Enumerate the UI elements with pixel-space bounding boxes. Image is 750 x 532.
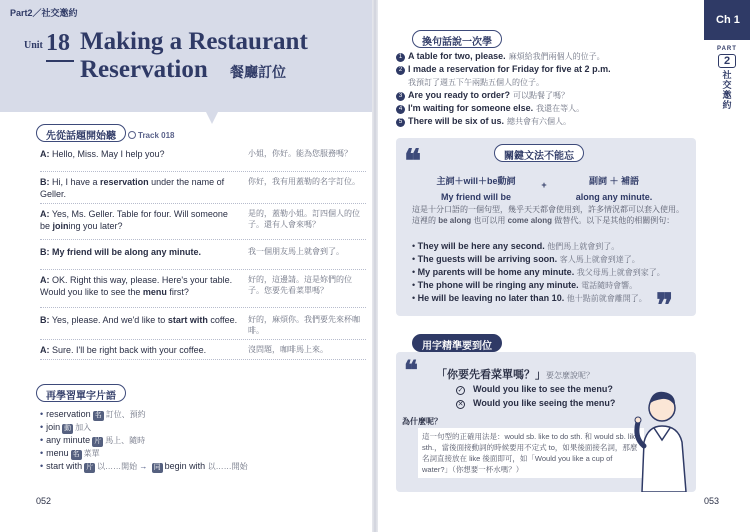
chapter-tab[interactable]: Ch 1: [704, 0, 750, 40]
part-number: 2: [718, 54, 736, 68]
choice-text: Would you like to see the menu?: [473, 384, 613, 394]
alternative-item: [396, 115, 696, 128]
part-side-label: [714, 46, 740, 110]
example-zh: 電話隨時會響。: [581, 281, 638, 290]
unit-underline: [46, 60, 74, 62]
why-explanation: 這一句型的正確用法是：would sb. like to do sth. 和 would sb. like sth.，當後面接動詞的時候要用不定式 to，如果後面接名詞，那麼名詞直接放在 like 後面即可，如「Would you like a cup of water?」（你想要一杯水嗎？）: [418, 428, 644, 478]
item-number: 3: [396, 92, 405, 101]
unit-number: 18: [46, 30, 70, 56]
dialogue-en: Hello, Miss. May I help you?: [52, 149, 165, 159]
example-zh: 客人馬上就會到達了。: [559, 255, 640, 264]
vocab-item: • start with 片 以……開始 → 同 begin with 以……開始: [40, 461, 248, 471]
dialogue-en-post: coffee.: [207, 315, 238, 325]
dialogue-keyword: My friend will be along any minute.: [52, 247, 202, 257]
pos-tag: 名: [72, 451, 80, 458]
alt-en: I made a reservation for Friday for five at 2 p.m.: [408, 64, 611, 74]
dialogue-zh: 是的，蓋勒小姐。訂四個人的位子。還有人會來嗎？: [248, 209, 360, 229]
speaker: A:: [40, 209, 50, 219]
headphones-icon: [128, 131, 136, 139]
grammar-section-pill: 關鍵文法不能忘: [494, 144, 584, 162]
dialogue-en-post: first?: [166, 287, 189, 297]
part-word: PART: [717, 46, 737, 52]
dialogue-zh: 沒問題，咖啡馬上來。: [248, 345, 328, 354]
track-text: Track 018: [138, 131, 175, 140]
vocab-item: • join 動 加入: [40, 422, 92, 432]
grammar-box: [396, 138, 696, 323]
vocab-zh: 菜單: [83, 449, 100, 458]
track-label[interactable]: [128, 131, 174, 140]
speaker: A:: [40, 149, 50, 159]
vocab-zh: 加入: [75, 423, 92, 432]
dialogue-en-post: under the name of Geller.: [40, 177, 225, 199]
speaker: B:: [40, 315, 50, 325]
dialogue-zh: 我一個朋友馬上就會到了。: [248, 247, 344, 256]
vocab-zh: 以……開始: [97, 462, 138, 471]
dialogue-zh: 小姐，你好。能為您服務嗎？: [248, 149, 352, 158]
dialogue-zh: 好的，麻煩你。我們要先來杯咖啡。: [248, 315, 360, 335]
alt-zh: 我預訂了週五下午兩點五個人的位子。: [408, 78, 544, 87]
dialogue-en: Sure. I'll be right back with your coffee.: [52, 345, 207, 355]
example-zh: 他十點前就會離開了。: [566, 294, 647, 303]
thinking-person-illustration: [628, 382, 692, 492]
question-sub: 要怎麼說呢？: [546, 371, 594, 380]
vocab-item: • any minute 片 馬上、隨時: [40, 435, 146, 445]
speaker: A:: [40, 275, 50, 285]
alternative-item: [396, 102, 696, 115]
synonym-word: begin with: [164, 461, 206, 471]
dialogue-en-post: ing you later?: [68, 221, 123, 231]
vocab-word: join: [46, 422, 61, 432]
desc-keyword: come along: [507, 216, 553, 225]
listen-section-pill: 先從話題開始聽: [36, 124, 126, 142]
vocab-zh: 訂位、預約: [105, 410, 146, 419]
formula-left-pattern: 主詞＋will＋be動詞: [436, 176, 516, 186]
dialogue-zh: 好的，這邊請。這是妳們的位子。您要先看菜單嗎？: [248, 275, 352, 295]
alternatives-list: [396, 50, 696, 128]
question-text: 「你要先看菜單嗎？」: [436, 369, 546, 381]
synonym-zh: 以……開始: [207, 462, 248, 471]
pos-tag: 名: [94, 412, 102, 419]
desc-text: 也可以用: [471, 216, 508, 225]
part-label: Part2／社交邀約: [10, 8, 78, 18]
grammar-example: • The phone will be ringing any minute. 電話隨時會響。: [412, 280, 638, 290]
dialogue-line: [40, 208, 366, 240]
example-en: They will be here any second.: [417, 241, 545, 251]
speaker: B:: [40, 177, 50, 187]
item-number: 5: [396, 118, 405, 127]
choice-correct: [456, 384, 613, 395]
alternative-item: [396, 50, 696, 63]
example-en: The guests will be arriving soon.: [417, 254, 558, 264]
alt-en: A table for two, please.: [408, 51, 506, 61]
vocab-word: reservation: [46, 409, 91, 419]
alt-en: There will be six of us.: [408, 116, 505, 126]
vocab-word: menu: [46, 448, 69, 458]
vocab-zh: 馬上、隨時: [105, 436, 146, 445]
vocab-word: start with: [46, 461, 83, 471]
grammar-example: • They will be here any second. 他們馬上就會到了。: [412, 241, 620, 251]
dialogue-en-pre: OK. Right this way, please. Here's your table. Would you like to see the: [40, 275, 233, 297]
desc-text: 做替代。以下是其他的相關例句：: [552, 216, 675, 225]
check-icon: ✓: [457, 387, 464, 394]
grammar-example: • My parents will be home any minute. 我父母馬上就會到家了。: [412, 267, 665, 277]
dialogue-en-pre: Yes, Ms. Geller. Table for four. Will someone be: [40, 209, 228, 231]
choice-wrong: [456, 398, 615, 409]
example-zh: 我父母馬上就會到家了。: [576, 268, 665, 277]
item-number: 2: [396, 66, 405, 75]
choice-text: Would you like seeing the menu?: [473, 398, 616, 408]
item-number: 1: [396, 53, 405, 62]
formula-left: [416, 174, 536, 202]
example-en: The phone will be ringing any minute.: [417, 280, 579, 290]
unit-word: Unit: [24, 40, 43, 51]
unit-title-line2: Reservation: [80, 56, 208, 83]
alternatives-section-pill: 換句話說一次學: [412, 30, 502, 48]
formula-right: [552, 174, 676, 202]
speaker: B:: [40, 247, 50, 257]
dialogue-en-pre: Yes, please. And we'd like to: [51, 315, 168, 325]
vocab-list: [40, 408, 360, 473]
alt-en: Are you ready to order?: [408, 90, 511, 100]
unit-title-line1: Making a Restaurant: [80, 28, 308, 55]
dialogue-keyword: start with: [167, 315, 208, 325]
dialogue-line: [40, 246, 366, 270]
dialogue-en-pre: Hi, I have a: [52, 177, 101, 187]
vocab-item: • menu 名 菜單: [40, 448, 100, 458]
banner-pointer: [200, 100, 224, 124]
example-en: My parents will be home any minute.: [417, 267, 575, 277]
page-number-right: 053: [704, 496, 720, 506]
arrow-icon: →: [137, 462, 150, 471]
vocab-section-pill: 再學習單字片語: [36, 384, 126, 402]
cross-icon: ✕: [457, 401, 464, 408]
dialogue-keyword: reservation: [100, 177, 149, 187]
alt-zh: 總共會有六個人。: [507, 117, 572, 126]
synonym-tag: 同: [153, 464, 161, 471]
dialogue-keyword: menu: [142, 287, 167, 297]
pos-tag: 片: [86, 464, 94, 471]
formula-right-example: along any minute.: [575, 192, 653, 202]
left-page: [0, 0, 372, 532]
alternative-item: [396, 63, 696, 89]
desc-keyword: be along: [438, 216, 472, 225]
usage-section-pill: 用字精準要到位: [412, 334, 502, 352]
item-number: 4: [396, 105, 405, 114]
usage-question: [436, 366, 594, 382]
grammar-description: [412, 204, 684, 226]
alt-en: I'm waiting for someone else.: [408, 103, 534, 113]
alt-zh: 可以點餐了嗎？: [513, 91, 570, 100]
example-zh: 他們馬上就會到了。: [547, 242, 620, 251]
open-quote-icon: ❝: [404, 356, 418, 385]
dialogue-line: [40, 274, 366, 308]
formula-plus: +: [541, 180, 547, 190]
open-quote-icon: ❝: [404, 143, 422, 179]
usage-box: [396, 352, 696, 492]
dialogue-line: [40, 148, 366, 172]
dialogue-keyword: join: [52, 221, 69, 231]
formula-right-pattern: 副詞 ＋ 補語: [588, 176, 639, 186]
why-label: 為什麼呢？: [402, 417, 442, 426]
unit-title-zh: 餐廳訂位: [230, 66, 286, 81]
dialogue-line: [40, 314, 366, 340]
desc-text: 這是十分口語的一個句型，幾乎天天都會使用到，許多情況都可以套入使用。這裡的: [412, 205, 684, 225]
dialogue-line: [40, 176, 366, 204]
example-en: He will be leaving no later than 10.: [417, 293, 565, 303]
alt-zh: 我還在等人。: [536, 104, 585, 113]
vocab-item: • reservation 名 訂位、預約: [40, 409, 146, 419]
pos-tag: 片: [94, 438, 102, 445]
close-quote-icon: ❞: [656, 287, 674, 323]
grammar-example: • He will be leaving no later than 10. 他十點前就會離開了。: [412, 293, 647, 303]
vocab-word: any minute: [46, 435, 91, 445]
grammar-example: • The guests will be arriving soon. 客人馬上就會到達了。: [412, 254, 640, 264]
dialogue-line: [40, 344, 366, 360]
speaker: A:: [40, 345, 50, 355]
part-vertical-title: 社交邀約: [722, 70, 732, 110]
right-page: [378, 0, 750, 532]
alt-zh: 麻煩給我們兩個人的位子。: [508, 52, 605, 61]
formula-left-example: My friend will be: [440, 192, 511, 202]
page-number-left: 052: [36, 496, 52, 506]
dialogue-zh: 你好，我有用蓋勒的名字訂位。: [248, 177, 360, 186]
alternative-item: [396, 89, 696, 102]
pos-tag: 動: [64, 425, 72, 432]
